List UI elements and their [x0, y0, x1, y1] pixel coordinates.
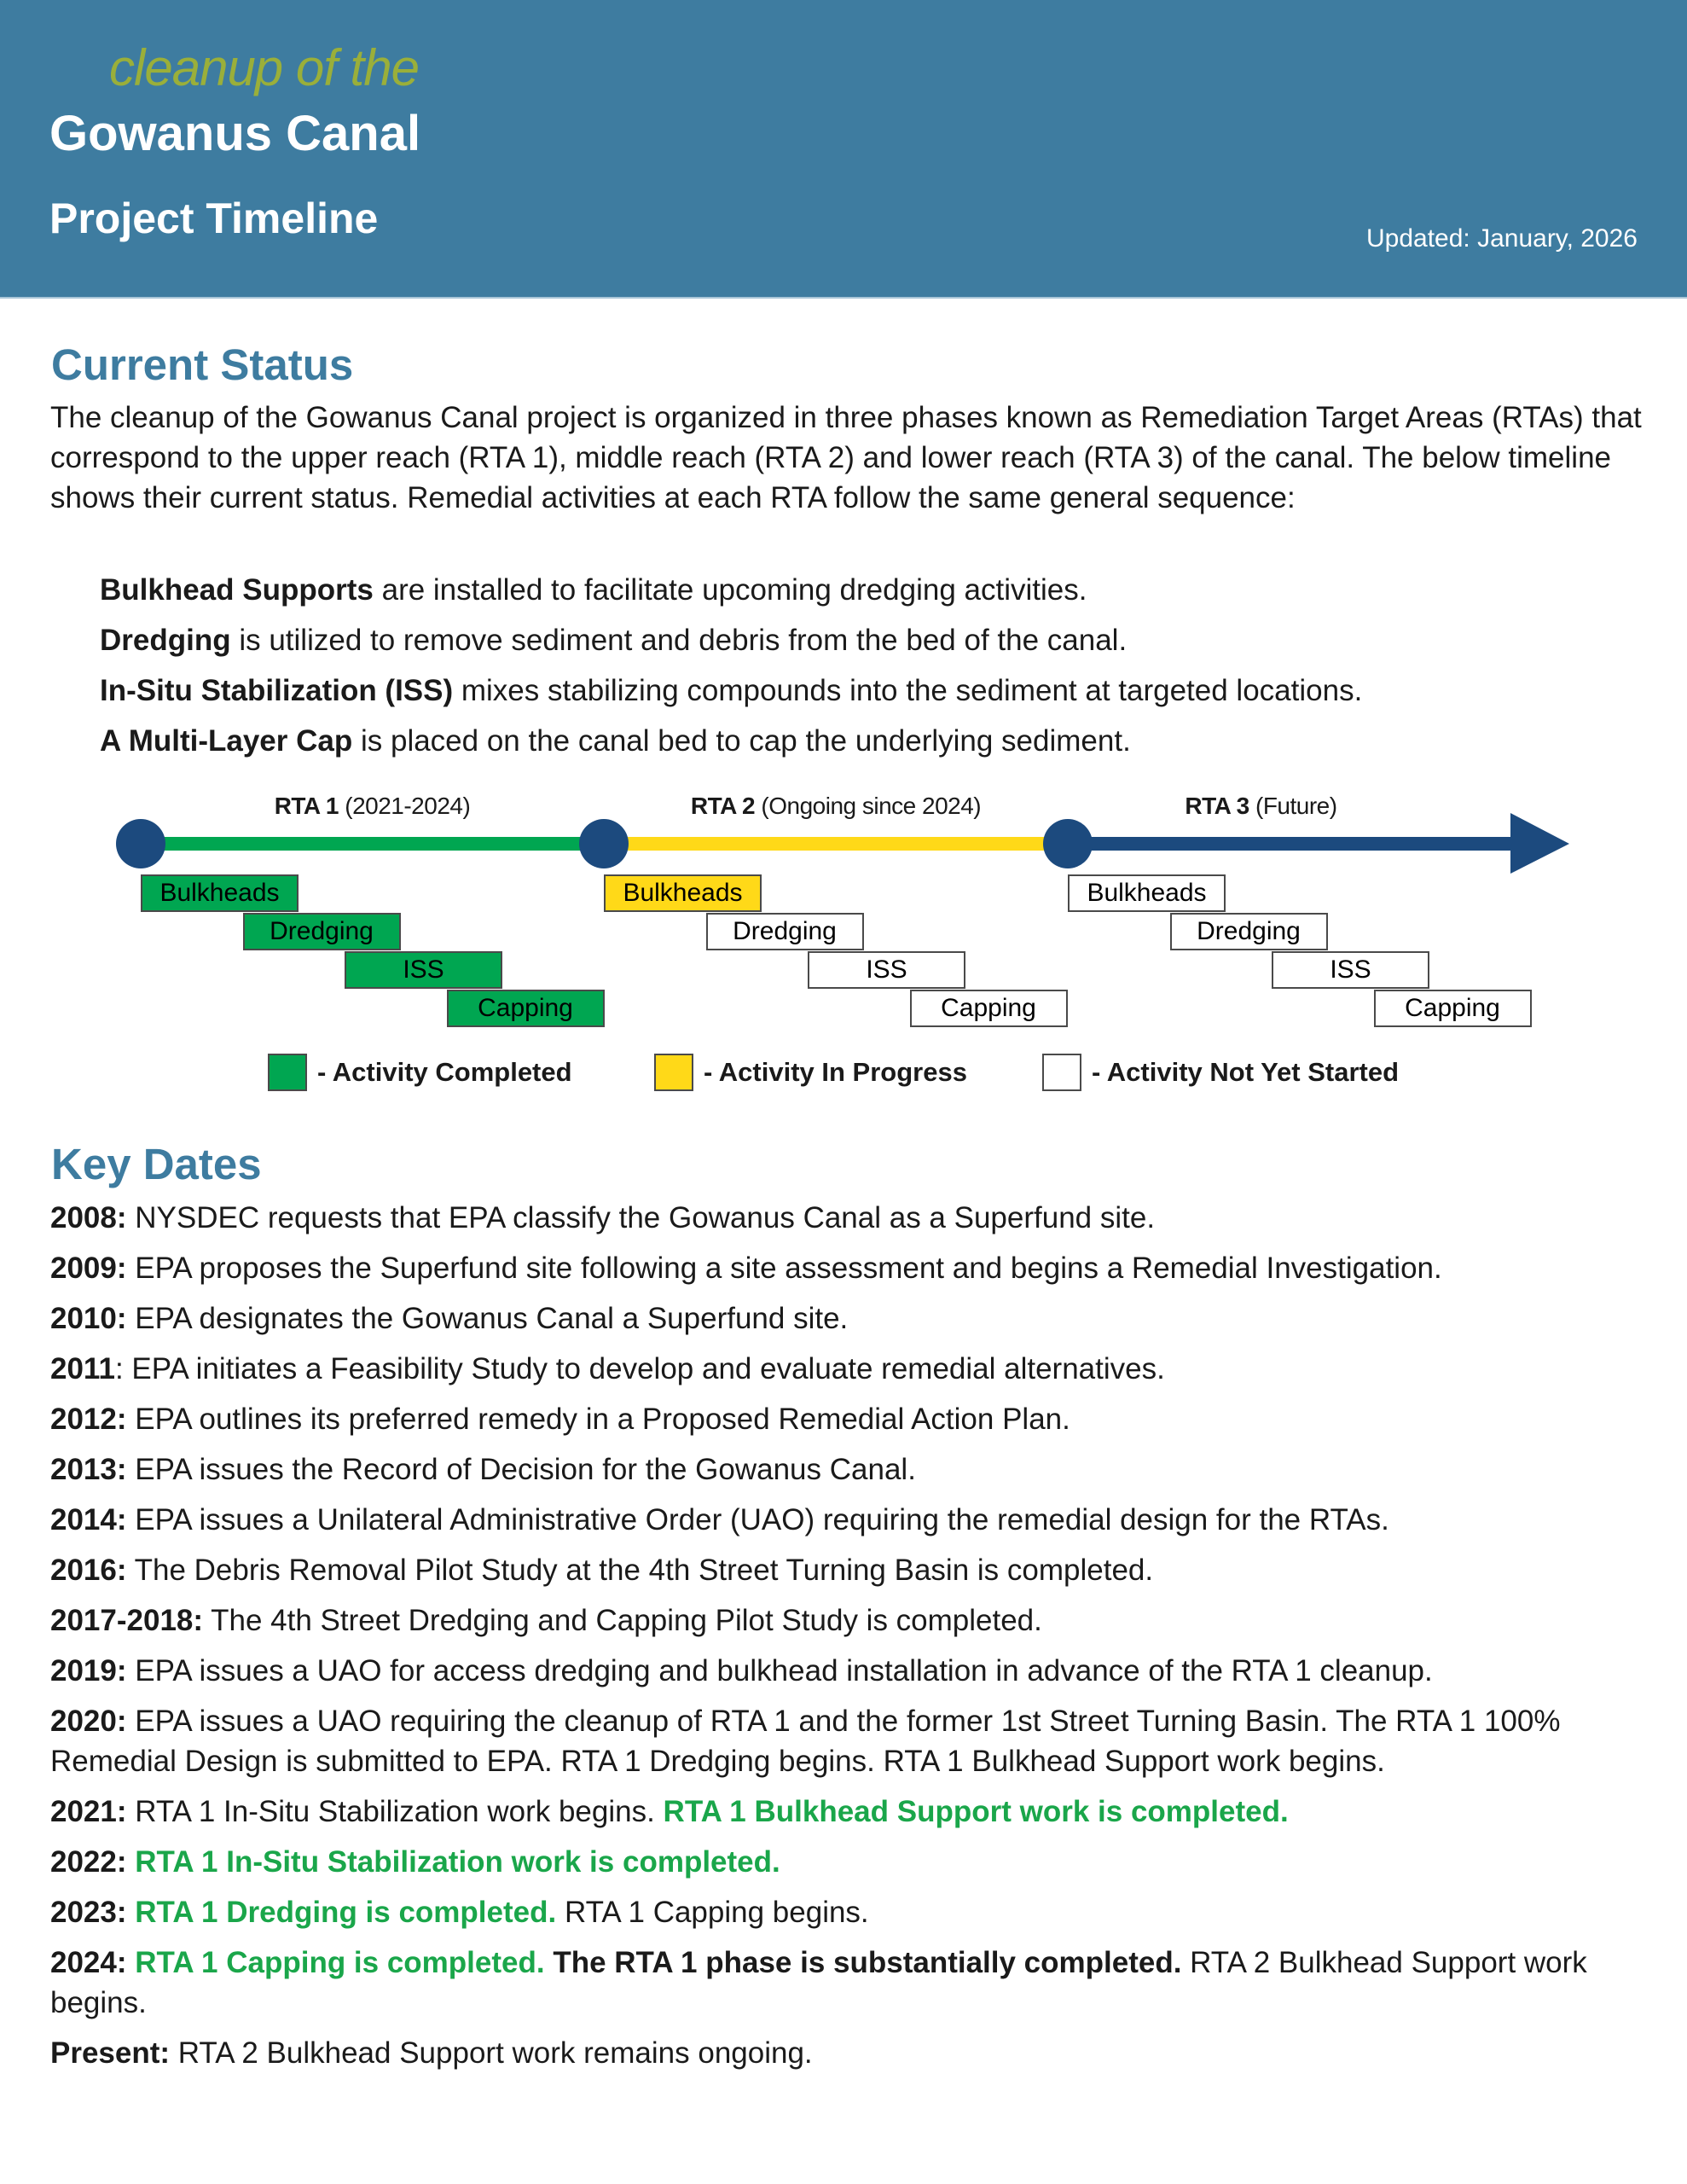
key-date-year: 2011 — [50, 1352, 115, 1385]
phase-label — [275, 792, 471, 821]
key-date-item — [50, 1600, 1654, 1641]
phase-node-3 — [1043, 819, 1093, 868]
key-date-text: EPA outlines its preferred remedy in a Proposed Remedial Action Plan. — [126, 1403, 1070, 1436]
key-date-text: EPA proposes the Superfund site following a site assessment and begins a Remedial Investigation. — [126, 1252, 1442, 1285]
key-date-year: 2019: — [50, 1654, 127, 1687]
key-date-text: RTA 1 In-Situ Stabilization work begins. — [126, 1795, 664, 1828]
phase-label — [691, 792, 981, 821]
legend-item — [1042, 1053, 1399, 1092]
phase-period: (2021-2024) — [338, 793, 471, 819]
header-tagline: cleanup of the — [109, 39, 419, 96]
sequence-term: Dredging — [100, 624, 231, 657]
key-date-year: 2012: — [50, 1403, 127, 1436]
key-date-item — [50, 1651, 1654, 1691]
sequence-description: is utilized to remove sediment and debris from the bed of the canal. — [230, 624, 1128, 657]
activity-box: Dredging — [706, 913, 864, 950]
key-date-item — [50, 1248, 1654, 1288]
activity-box: Capping — [1374, 990, 1532, 1027]
key-date-year: 2021: — [50, 1795, 127, 1828]
key-date-year: Present: — [50, 2036, 171, 2070]
phase-period: (Ongoing since 2024) — [755, 793, 982, 819]
activity-box: ISS — [345, 951, 502, 989]
activity-box: Capping — [910, 990, 1068, 1027]
key-date-text: RTA 2 Bulkhead Support work begins. — [50, 1946, 1587, 2019]
phase-name: RTA 3 — [1185, 793, 1249, 819]
updated-date: Updated: January, 2026 — [1365, 224, 1638, 253]
key-date-text: EPA issues a Unilateral Administrative Order (UAO) requiring the remedial design for the RTAs. — [126, 1503, 1389, 1536]
key-date-year: 2020: — [50, 1705, 127, 1738]
key-date-text: RTA 1 Capping begins. — [556, 1896, 869, 1929]
key-date-text: RTA 1 Bulkhead Support work is completed. — [663, 1795, 1289, 1828]
activity-box: ISS — [1272, 951, 1429, 989]
phase-period: (Future) — [1249, 793, 1337, 819]
timeline-segment-2 — [604, 837, 1068, 851]
activity-box: Dredging — [1170, 913, 1328, 950]
key-date-year: 2024: — [50, 1946, 127, 1979]
key-date-year: 2017-2018: — [50, 1604, 204, 1637]
key-date-text — [127, 1946, 136, 1979]
key-date-year: 2013: — [50, 1453, 127, 1486]
phase-name: RTA 2 — [690, 793, 756, 819]
sequence-item — [100, 671, 1362, 711]
activity-box: Bulkheads — [141, 874, 299, 912]
legend-item — [268, 1053, 572, 1092]
key-date-text: RTA 1 Dredging is completed. — [135, 1896, 557, 1929]
legend-item — [654, 1053, 967, 1092]
key-date-year: 2023: — [50, 1896, 127, 1929]
sequence-term: In-Situ Stabilization (ISS) — [100, 674, 454, 707]
key-date-item — [50, 1701, 1654, 1781]
key-date-text: EPA designates the Gowanus Canal a Superfund site. — [126, 1302, 849, 1335]
header-subtitle: Project Timeline — [49, 195, 379, 242]
key-date-item — [50, 1792, 1654, 1832]
key-date-text: RTA 1 In-Situ Stabilization work is completed. — [135, 1845, 780, 1879]
sequence-term: A Multi-Layer Cap — [100, 724, 353, 758]
key-date-item — [50, 1198, 1654, 1238]
activity-box: Dredging — [243, 913, 401, 950]
legend-label: - Activity Completed — [317, 1057, 572, 1087]
current-status-intro: The cleanup of the Gowanus Canal project is organized in three phases known as Remediation Target Areas (RTAs) that correspond to the upper reach (RTA 1), middle reach (RTA 2) and lower reach (RTA 3) of the canal. The below timeline shows their current status. Remedial activities at each RTA follow the same general sequence: — [50, 401, 1642, 514]
activity-box: Capping — [447, 990, 605, 1027]
page-header — [0, 0, 1687, 299]
key-date-text: NYSDEC requests that EPA classify the Gowanus Canal as a Superfund site. — [126, 1201, 1156, 1234]
key-date-text: RTA 1 Capping is completed. — [135, 1946, 545, 1979]
key-date-item — [50, 1842, 1654, 1882]
arrow-head-icon — [1510, 813, 1569, 874]
key-date-text: The RTA 1 phase is substantially completed. — [544, 1946, 1182, 1979]
sequence-item — [100, 721, 1131, 761]
key-date-item — [50, 1449, 1654, 1490]
phase-node-2 — [579, 819, 629, 868]
key-date-year: 2022: — [50, 1845, 127, 1879]
key-date-item — [50, 1349, 1654, 1389]
key-date-text: RTA 2 Bulkhead Support work remains ongoing. — [170, 2036, 813, 2070]
legend-label: - Activity In Progress — [704, 1057, 967, 1087]
key-date-text: EPA issues a UAO requiring the cleanup of RTA 1 and the former 1st Street Turning Basin. The RTA 1 100% Remedial Design is submitted to EPA. RTA 1 Dredging begins. RTA 1 Bulkhead Support work begins. — [50, 1705, 1561, 1778]
sequence-description: are installed to facilitate upcoming dredging activities. — [373, 573, 1087, 607]
sequence-description: mixes stabilizing compounds into the sediment at targeted locations. — [453, 674, 1363, 707]
phase-name: RTA 1 — [274, 793, 339, 819]
sequence-term: Bulkhead Supports — [100, 573, 374, 607]
key-date-year: 2014: — [50, 1503, 127, 1536]
key-date-year: 2009: — [50, 1252, 127, 1285]
activity-box: Bulkheads — [604, 874, 762, 912]
key-date-item — [50, 1550, 1654, 1590]
current-status-heading: Current Status — [51, 340, 354, 389]
key-date-item — [50, 1399, 1654, 1439]
sequence-item — [100, 570, 1087, 610]
key-dates-heading: Key Dates — [51, 1140, 262, 1188]
key-date-item — [50, 1500, 1654, 1540]
key-date-text — [127, 1845, 136, 1879]
key-date-text: The Debris Removal Pilot Study at the 4th Street Turning Basin is completed. — [126, 1554, 1154, 1587]
legend-label: - Activity Not Yet Started — [1092, 1057, 1400, 1087]
activity-box: Bulkheads — [1068, 874, 1226, 912]
sequence-description: is placed on the canal bed to cap the underlying sediment. — [352, 724, 1131, 758]
key-date-text: The 4th Street Dredging and Capping Pilot Study is completed. — [203, 1604, 1042, 1637]
key-date-item — [50, 1298, 1654, 1339]
key-date-item — [50, 2033, 1654, 2073]
key-date-year: 2016: — [50, 1554, 127, 1587]
key-date-year: 2010: — [50, 1302, 127, 1335]
phase-label — [1185, 792, 1336, 821]
key-date-item — [50, 1943, 1654, 2023]
timeline-segment-1 — [141, 837, 604, 851]
activity-box: ISS — [808, 951, 965, 989]
key-date-text: EPA issues the Record of Decision for the Gowanus Canal. — [126, 1453, 916, 1486]
key-date-item — [50, 1892, 1654, 1932]
sequence-item — [100, 620, 1127, 660]
legend-swatch — [1042, 1054, 1081, 1091]
timeline-segment-3 — [1068, 837, 1514, 851]
key-date-year: 2008: — [50, 1201, 127, 1234]
project-timeline — [0, 785, 1687, 1126]
legend-swatch — [654, 1054, 693, 1091]
key-date-text: : EPA initiates a Feasibility Study to develop and evaluate remedial alternatives. — [114, 1352, 1165, 1385]
legend-swatch — [268, 1054, 307, 1091]
header-title: Gowanus Canal — [49, 106, 421, 161]
key-date-text: EPA issues a UAO for access dredging and bulkhead installation in advance of the RTA 1 cleanup. — [126, 1654, 1433, 1687]
phase-node-1 — [116, 819, 165, 868]
key-date-text — [127, 1896, 136, 1929]
